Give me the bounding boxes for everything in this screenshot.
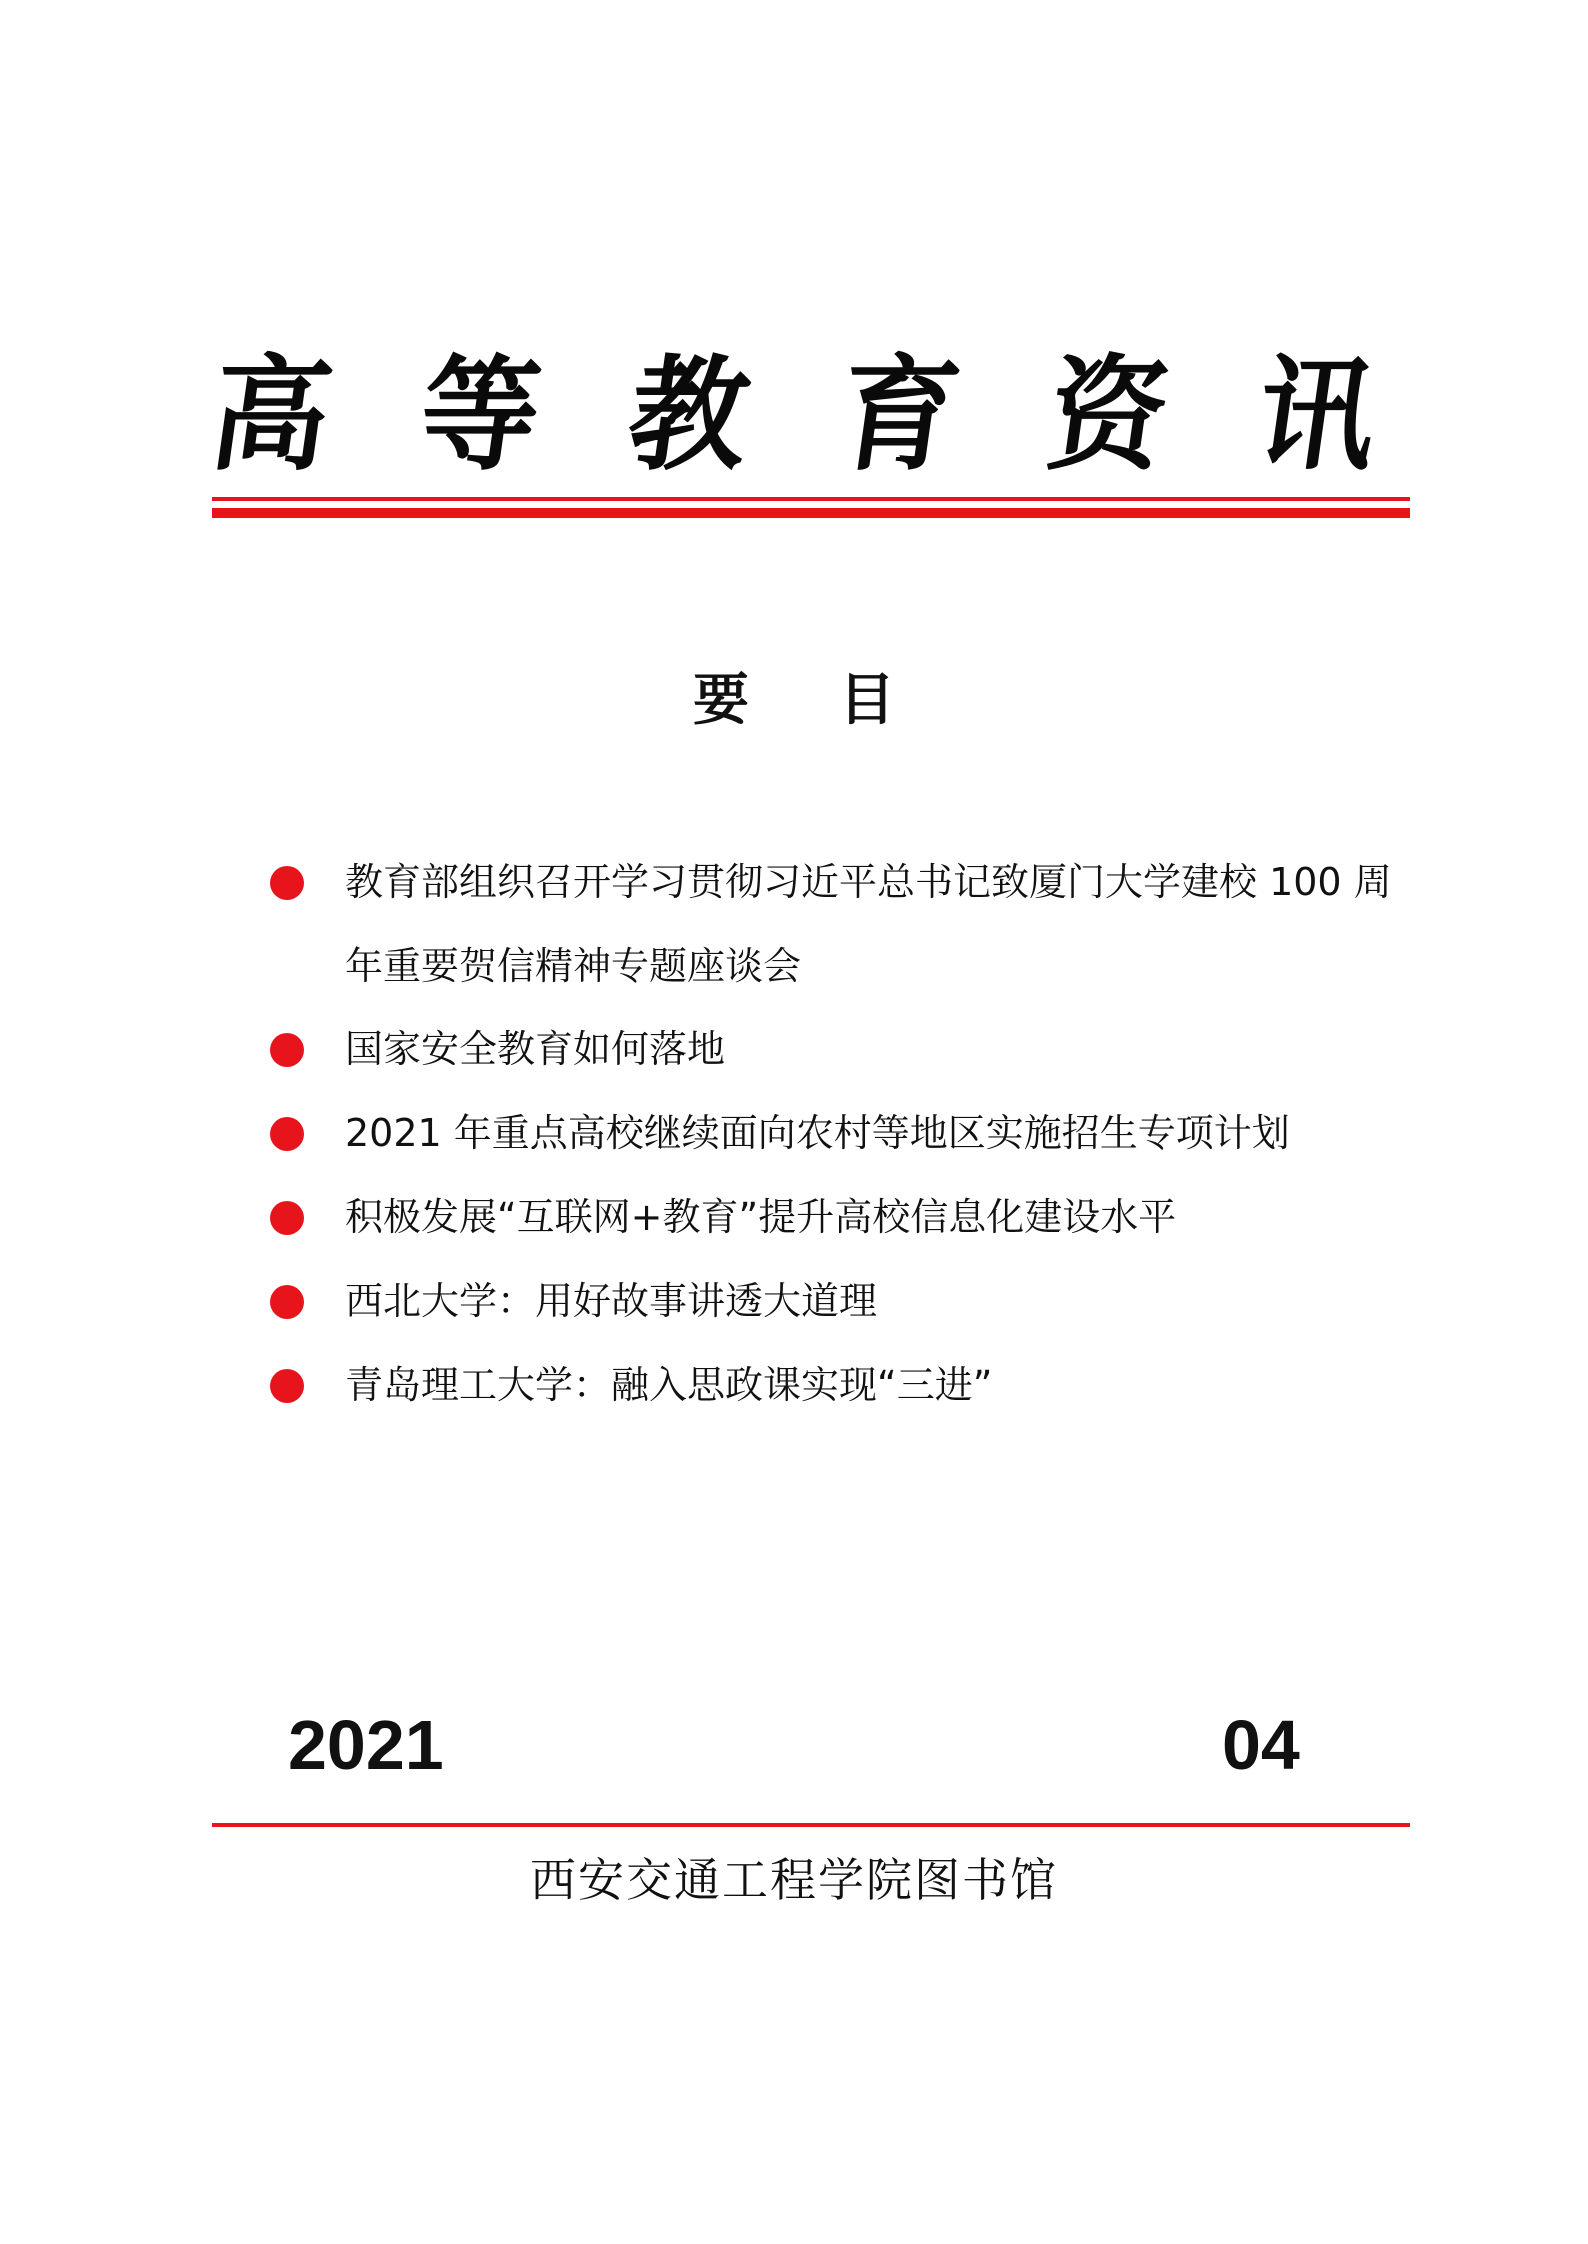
publisher-name: 西安交通工程学院图书馆: [530, 1853, 1058, 1907]
red-dot-bullet-icon: [270, 1117, 304, 1151]
red-dot-bullet-icon: [270, 1369, 304, 1403]
issue-year: 2021: [288, 1706, 444, 1784]
red-dot-bullet-icon: [270, 866, 304, 900]
masthead-char-3: 教: [620, 341, 759, 488]
masthead-char-1: 高: [201, 341, 341, 488]
toc-item-text: 国家安全教育如何落地: [345, 1027, 726, 1071]
footer-rule: [212, 1823, 1410, 1827]
red-dot-bullet-icon: [270, 1285, 304, 1319]
toc-item-text: 西北大学：用好故事讲透大道理: [345, 1279, 878, 1323]
masthead-rule-thin: [212, 497, 1410, 501]
toc-item-text: 青岛理工大学：融入思政课实现“三进”: [345, 1363, 993, 1407]
masthead-char-2: 等: [411, 341, 550, 488]
toc-item-text: 2021 年重点高校继续面向农村等地区实施招生专项计划: [345, 1111, 1290, 1155]
masthead-char-5: 资: [1038, 341, 1178, 488]
issue-number: 04: [1222, 1706, 1300, 1784]
toc-item-text: 教育部组织召开学习贯彻习近平总书记致厦门大学建校 100 周年重要贺信精神专题座谈会: [345, 860, 1392, 988]
red-dot-bullet-icon: [270, 1033, 304, 1067]
masthead-char-4: 育: [829, 341, 968, 488]
toc-item-text: 积极发展“互联网+教育”提升高校信息化建设水平: [345, 1195, 1177, 1239]
red-dot-bullet-icon: [270, 1201, 304, 1235]
masthead-title: [201, 341, 1387, 488]
masthead-rule-thick: [212, 508, 1410, 518]
masthead-char-6: 讯: [1247, 341, 1387, 488]
toc-heading: 要目: [693, 667, 985, 733]
